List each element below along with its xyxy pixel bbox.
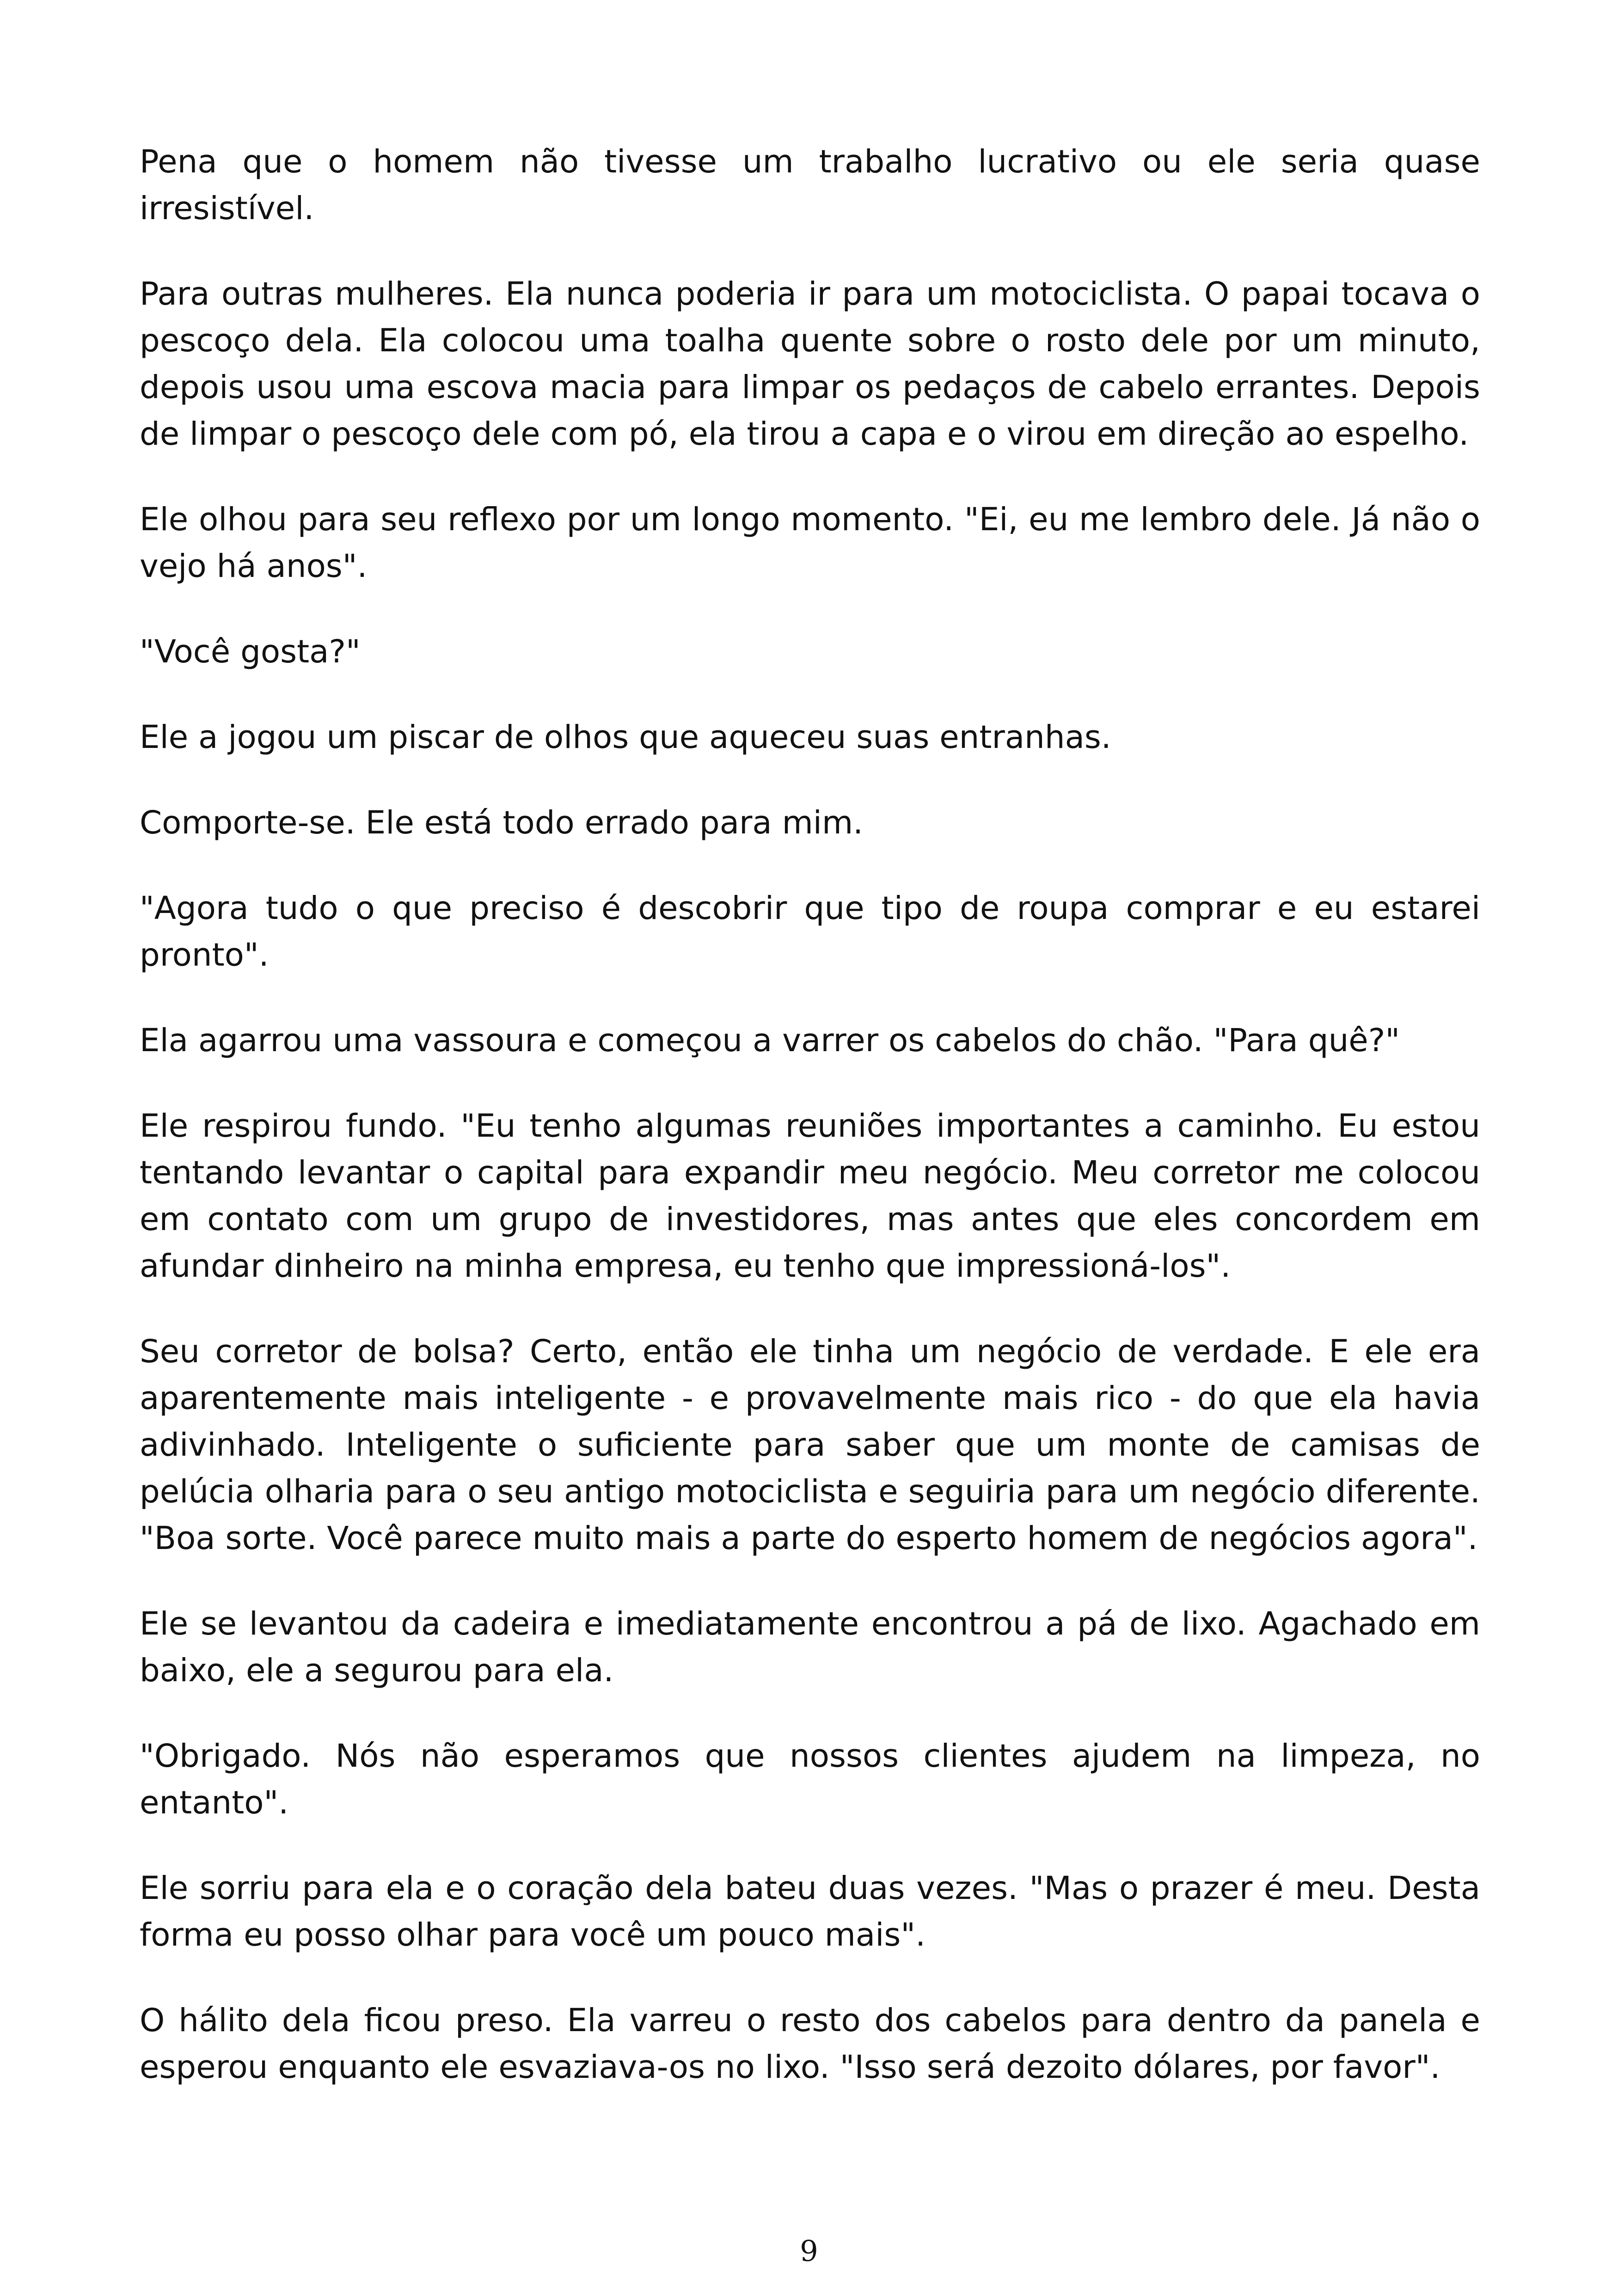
paragraph: Ele a jogou um piscar de olhos que aqueceu suas entranhas. xyxy=(140,719,1111,756)
paragraph: Para outras mulheres. Ela nunca poderia ir para um motociclista. O papai tocava o pescoço dela. Ela colocou uma toalha quente sobre o rosto dele por um minuto, depois usou uma escova macia para limpar os pedaços de cabelo errantes. Depois de limpar o pescoço dele com pó, ela tirou a capa e o virou em direção ao espelho. xyxy=(140,276,1480,453)
paragraph: Pena que o homem não tivesse um trabalho lucrativo ou ele seria quase irresistível. xyxy=(140,143,1480,227)
paragraph: Seu corretor de bolsa? Certo, então ele tinha um negócio de verdade. E ele era aparentemente mais inteligente - e provavelmente mais rico - do que ela havia adivinhado. Inteligente o suficiente para saber que um monte de camisas de pelúcia olharia para o seu antigo motociclista e seguiria para um negócio diferente. "Boa sorte. Você parece muito mais a parte do esperto homem de negócios agora". xyxy=(140,1333,1480,1557)
page-number: 9 xyxy=(800,2234,818,2268)
paragraph: Ele se levantou da cadeira e imediatamente encontrou a pá de lixo. Agachado em baixo, ele a segurou para ela. xyxy=(140,1605,1480,1689)
paragraph: O hálito dela ficou preso. Ela varreu o resto dos cabelos para dentro da panela e esperou enquanto ele esvaziava-os no lixo. "Isso será dezoito dólares, por favor". xyxy=(140,2002,1480,2086)
body-text xyxy=(140,139,1480,2130)
paragraph: Ele sorriu para ela e o coração dela bateu duas vezes. "Mas o prazer é meu. Desta forma eu posso olhar para você um pouco mais". xyxy=(140,1870,1480,1953)
paragraph: Comporte-se. Ele está todo errado para mim. xyxy=(140,804,864,841)
paragraph: "Obrigado. Nós não esperamos que nossos clientes ajudem na limpeza, no entanto". xyxy=(140,1738,1480,1821)
paragraph: Ela agarrou uma vassoura e começou a varrer os cabelos do chão. "Para quê?" xyxy=(140,1022,1400,1059)
paragraph: Ele olhou para seu reflexo por um longo momento. "Ei, eu me lembro dele. Já não o vejo há anos". xyxy=(140,501,1480,585)
paragraph: "Agora tudo o que preciso é descobrir que tipo de roupa comprar e eu estarei pronto". xyxy=(140,890,1480,974)
paragraph: "Você gosta?" xyxy=(140,633,361,670)
paragraph: Ele respirou fundo. "Eu tenho algumas reuniões importantes a caminho. Eu estou tentando levantar o capital para expandir meu negócio. Meu corretor me colocou em contato com um grupo de investidores, mas antes que eles concordem em afundar dinheiro na minha empresa, eu tenho que impressioná-los". xyxy=(140,1108,1480,1285)
